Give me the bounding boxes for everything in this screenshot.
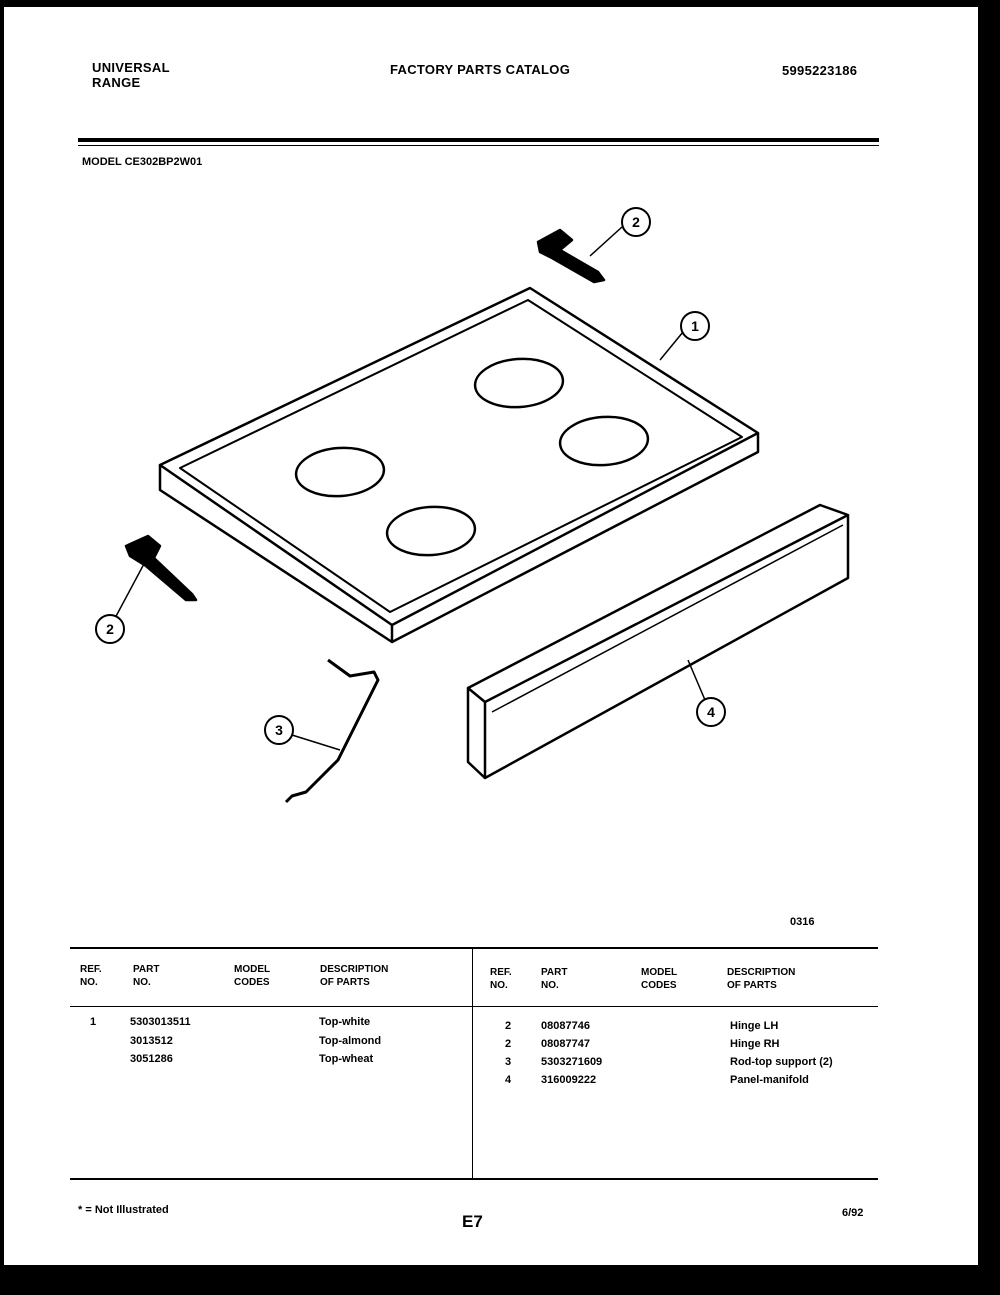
scan-border-top	[0, 0, 1000, 7]
table-bottom-rule	[70, 1178, 878, 1180]
hinge-rh-drawing	[538, 230, 604, 282]
row-desc: Top-almond	[319, 1035, 382, 1047]
callout-2b: 2	[106, 621, 114, 637]
row-part: 3051286	[130, 1053, 173, 1065]
row-desc: Hinge RH	[730, 1038, 780, 1050]
row-part: 08087747	[541, 1038, 590, 1050]
callout-3: 3	[275, 722, 283, 738]
col-header-model-codes: MODEL CODES	[234, 964, 271, 988]
model-number: MODEL CE302BP2W01	[82, 156, 203, 168]
not-illustrated-note: * = Not Illustrated	[78, 1204, 169, 1216]
header-rule-thin	[78, 145, 879, 146]
row-ref: 2	[505, 1038, 512, 1050]
col-header-ref-right: REF. NO.	[490, 967, 512, 991]
col-header-description: DESCRIPTION OF PARTS	[320, 964, 389, 988]
row-part: 3013512	[130, 1035, 173, 1047]
row-part: 316009222	[541, 1074, 597, 1086]
brand-label: UNIVERSAL RANGE	[92, 60, 170, 90]
row-ref: 3	[505, 1056, 512, 1068]
col-header-part: PART NO.	[133, 964, 160, 988]
support-rod-drawing	[286, 660, 378, 802]
table-top-rule	[70, 947, 878, 949]
illustration-code: 0316	[790, 916, 815, 928]
page-number: E7	[462, 1212, 483, 1231]
row-ref: 1	[90, 1016, 97, 1028]
col-header-ref: REF. NO.	[80, 964, 102, 988]
col-header-description-right: DESCRIPTION OF PARTS	[727, 967, 796, 991]
row-part: 5303013511	[130, 1016, 191, 1028]
revision-date: 6/92	[842, 1207, 864, 1219]
scan-border-bottom	[0, 1265, 1000, 1295]
row-desc: Top-white	[319, 1016, 371, 1028]
catalog-number: 5995223186	[782, 63, 858, 78]
row-ref: 4	[505, 1074, 512, 1086]
table-header-rule	[70, 1006, 878, 1007]
row-desc: Rod-top support (2)	[730, 1056, 833, 1068]
row-ref: 2	[505, 1020, 512, 1032]
col-header-model-codes-right: MODEL CODES	[641, 967, 678, 991]
row-part: 5303271609	[541, 1056, 603, 1068]
row-desc: Top-wheat	[319, 1053, 374, 1065]
hinge-lh-drawing	[126, 536, 196, 600]
row-desc: Panel-manifold	[730, 1074, 809, 1086]
row-part: 08087746	[541, 1020, 590, 1032]
row-desc: Hinge LH	[730, 1020, 779, 1032]
callout-2a: 2	[632, 214, 640, 230]
exploded-parts-diagram	[0, 190, 1000, 830]
header-rule	[78, 138, 879, 142]
col-header-part-right: PART NO.	[541, 967, 568, 991]
callout-4: 4	[707, 704, 715, 720]
callout-1: 1	[691, 318, 699, 334]
table-divider	[472, 947, 473, 1179]
cooktop-drawing	[160, 288, 758, 642]
catalog-title: FACTORY PARTS CATALOG	[390, 62, 571, 77]
